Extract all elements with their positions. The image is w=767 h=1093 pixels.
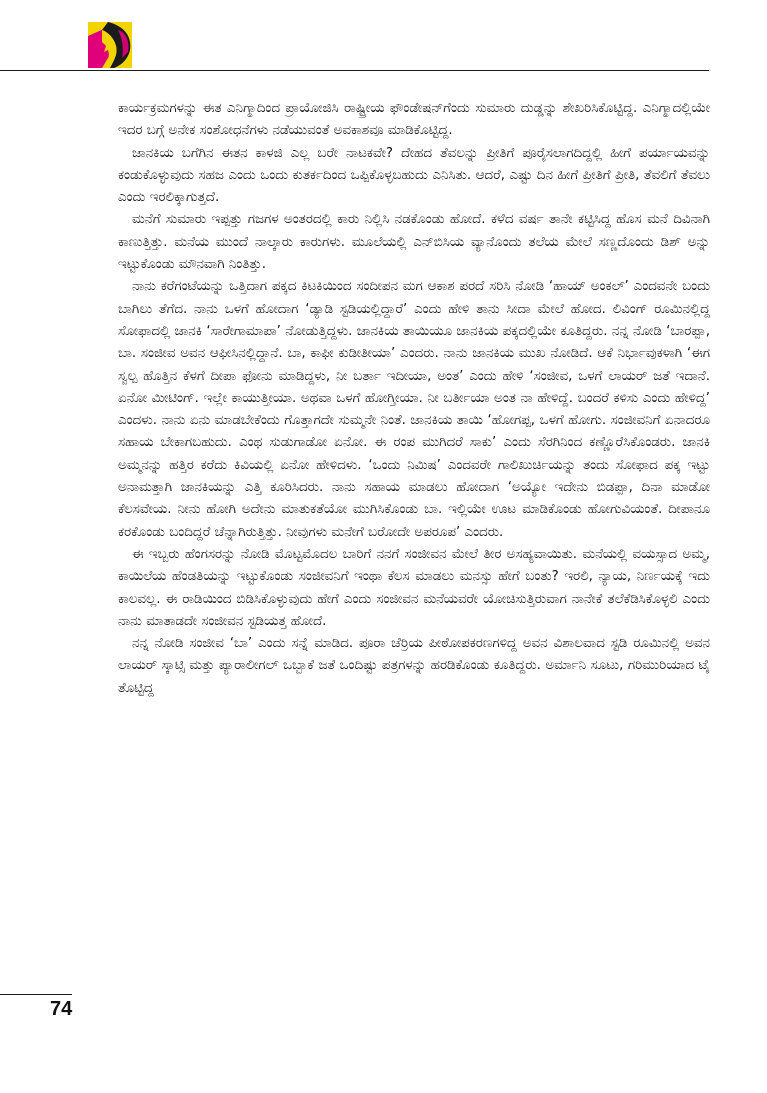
paragraph: ನನ್ನ ನೋಡಿ ಸಂಜೀವ ‘ಬಾ’ ಎಂದು ಸನ್ನೆ ಮಾಡಿದ. ಪೂರಾ ಚೆರ್‍ರಿಯ ಪೀಠೋಪಕರಣಗಳಿದ್ದ ಅವನ ವಿಶಾಲವಾದ ಸ್ಟಡಿ ರೂಮಿನಲ್ಲಿ ಅವನ ಲಾಯರ್ ಸ್ಕಾಟ್ಸಿ ಮತ್ತು ಪ್ಯಾರಾಲೀಗಲ್ ಒಬ್ಬಾಕೆ ಜತೆ ಒಂದಿಷ್ಟು ಪತ್ರಗಳನ್ನು ಹರಡಿಕೊಂಡು ಕೂತಿದ್ದರು. ಅರ್ಮಾನಿ ಸೂಟು, ಗರಿಮುರಿಯಾದ ಟೈ ತೊಟ್ಟಿದ್ದ bbox=[118, 636, 710, 696]
paragraph: ಮನೆಗೆ ಸುಮಾರು ಇಪ್ಪತ್ತು ಗಜಗಳ ಅಂತರದಲ್ಲಿ ಕಾರು ನಿಲ್ಲಿಸಿ ನಡಕೊಂಡು ಹೋದೆ. ಕಳೆದ ವರ್ಷ ತಾನೇ ಕಟ್ಟಿಸಿದ್ದ ಹೊಸ ಮನೆ ದಿವಿನಾಗಿ ಕಾಣುತ್ತಿತ್ತು. ಮನೆಯ ಮುಂದೆ ನಾಲ್ಕಾರು ಕಾರುಗಳು. ಮೂಲೆಯಲ್ಲಿ ಎನ್‌ಬಿಸಿಯ ವ್ಯಾನೊಂದು ತಲೆಯ ಮೇಲೆ ಸಣ್ಣದೊಂದು ಡಿಶ್ ಅನ್ನು ಇಟ್ಟುಕೊಂಡು ಮೌನವಾಗಿ ನಿಂತಿತ್ತು. bbox=[118, 212, 710, 273]
body-text bbox=[118, 98, 710, 700]
paragraph: ನಾನು ಕರೆಗಂಟೆಯನ್ನು ಒತ್ತಿದಾಗ ಪಕ್ಕದ ಕಿಟಕಿಯಿಂದ ಸಂದೀಪನ ಮಗ ಆಕಾಶ ಪರದೆ ಸರಿಸಿ ನೋಡಿ ‘ಹಾಯ್ ಅಂಕಲ್’ ಎಂದವನೇ ಬಂದು ಬಾಗಿಲು ತೆಗೆದ. ನಾನು ಒಳಗೆ ಹೋದಾಗ ‘ಡ್ಯಾಡಿ ಸ್ಟಡಿಯಲ್ಲಿದ್ದಾರೆ’ ಎಂದು ಹೇಳಿ ತಾನು ಸೀದಾ ಮೇಲೆ ಹೋದ. ಲಿವಿಂಗ್ ರೂಮಿನಲ್ಲಿದ್ದ ಸೋಫಾದಲ್ಲಿ ಜಾನಕಿ ‘ಸಾರೇಗಾಮಾಪಾ’ ನೋಡುತ್ತಿದ್ದಳು. ಜಾನಕಿಯ ತಾಯಿಯೂ ಜಾನಕಿಯ ಪಕ್ಕದಲ್ಲಿಯೇ ಕೂತಿದ್ದರು. ನನ್ನ ನೋಡಿ ‘ಬಾರಪ್ಪಾ, ಬಾ. ಸಂಜೀವ ಅವನ ಆಫೀಸಿನಲ್ಲಿದ್ದಾನೆ. ಬಾ, ಕಾಫೀ ಕುಡೀತೀಯಾ’ ಎಂದರು. ನಾನು ಜಾನಕಿಯ ಮುಖ ನೋಡಿದೆ. ಆಕೆ ನಿರ್ಭಾವುಕಳಾಗಿ ‘ಈಗ ಸ್ವಲ್ಪ ಹೊತ್ತಿನ ಕೆಳಗೆ ದೀಪಾ ಫೋನು ಮಾಡಿದ್ದಳು, ನೀ ಬರ್ತಾ ಇದೀಯಾ, ಅಂತ’ ಎಂದು ಹೇಳಿ ‘ಸಂಜೀವ, ಒಳಗೆ ಲಾಯರ್ ಜತೆ ಇದಾನೆ. ಏನೋ ಮೀಟಿಂಗ್. ಇಲ್ಲೇ ಕಾಯುತ್ತೀಯಾ. ಅಥವಾ ಒಳಗೆ ಹೋಗ್ತೀಯಾ. ನೀ ಬರ್ತೀಯಾ ಅಂತ ನಾ ಹೇಳಿದ್ದೆ. ಬಂದರೆ ಕಳಿಸು ಎಂದು ಹೇಳಿದ್ದ’ ಎಂದಳು. ನಾನು ಏನು ಮಾಡಬೇಕೆಂದು ಗೊತ್ತಾಗದೇ ಸುಮ್ಮನೇ ನಿಂತೆ. ಜಾನಕಿಯ ತಾಯಿ ‘ಹೋಗಪ್ಪ, ಒಳಗೆ ಹೋಗು. ಸಂಜೀವನಿಗೆ ಏನಾದರೂ ಸಹಾಯ ಬೇಕಾಗಬಹುದು. ಎಂಥ ಸುಡುಗಾಡೋ ಏನೋ. ಈ ರಂಪ ಮುಗಿದರೆ ಸಾಕು’ ಎಂದು ಸೆರಗಿನಿಂದ ಕಣ್ಣೊರೆಸಿಕೊಂಡರು. ಜಾನಕಿ ಅಮ್ಮನನ್ನು ಹತ್ತಿರ ಕರೆದು ಕಿವಿಯಲ್ಲಿ ಏನೋ ಹೇಳಿದಳು. ‘ಒಂದು ನಿಮಿಷ’ ಎಂದವರೇ ಗಾಲಿಖುರ್ಚಿಯನ್ನು ತಂದು ಸೋಫಾದ ಪಕ್ಕ ಇಟ್ಟು ಅನಾಮತ್ತಾಗಿ ಜಾನಕಿಯನ್ನು ಎತ್ತಿ ಕೂರಿಸಿದರು. ನಾನು ಸಹಾಯ ಮಾಡಲು ಹೋದಾಗ ‘ಅಯ್ಯೋ ಇದೇನು ಬಿಡಪ್ಪಾ, ದಿನಾ ಮಾಡೋ ಕೆಲಸವೇಯ. ನೀನು ಹೋಗಿ ಅದೇನು ಮಾತುಕತೆಯೋ ಮುಗಿಸಿಕೊಂಡು ಬಾ. ಇಲ್ಲಿಯೇ ಊಟ ಮಾಡಿಕೊಂಡು ಹೋಗುವಿಯಂತೆ. ದೀಪಾನೂ ಕರಕೊಂಡು ಬಂದಿದ್ದರೆ ಚೆನ್ನಾಗಿರುತ್ತಿತ್ತು. ನೀವುಗಳು ಮನೇಗೆ ಬರೋದೇ ಅಪರೂಪ’ ಎಂದರು. bbox=[118, 279, 710, 540]
paragraph: ಜಾನಕಿಯ ಬಗೆಗಿನ ಈತನ ಕಾಳಜಿ ಎಲ್ಲ ಬರೇ ನಾಟಕವೇ? ದೇಹದ ತೆವಲನ್ನು ಪ್ರೀತಿಗೆ ಪೂರೈಸಲಾಗದಿದ್ದಲ್ಲಿ ಹೀಗೆ ಪರ್ಯಾಯವನ್ನು ಕಂಡುಕೊಳ್ಳುವುದು ಸಹಜ ಎಂದು ಒಂದು ಕುತರ್ಕದಿಂದ ಒಪ್ಪಿಕೊಳ್ಳಬಹುದು ಎನಿಸಿತು. ಆದರೆ, ಎಷ್ಟು ದಿನ ಹೀಗೆ ಪ್ರೀತಿಗೆ ಪ್ರೀತಿ, ತೆವಲಿಗೆ ತೆವಲು ಎಂದು ಇರಲಿಕ್ಕಾಗುತ್ತದೆ. bbox=[118, 145, 710, 206]
footer-rule bbox=[0, 994, 72, 995]
page-number: 74 bbox=[50, 998, 73, 1020]
face-profile-illustration-icon bbox=[88, 22, 132, 68]
paragraph: ಕಾರ್ಯಕ್ರಮಗಳನ್ನು ಈತ ಎನಿಗ್ಮಾದಿಂದ ಪ್ರಾಯೋಜಿಸಿ ರಾಷ್ಟ್ರೀಯ ಫೌಂಡೇಷನ್‌ಗೆಂದು ಸುಮಾರು ದುಡ್ಡನ್ನು ಶೇಖರಿಸಿಕೊಟ್ಟಿದ್ದ. ಎನಿಗ್ಮಾದಲ್ಲಿಯೇ ಇದರ ಬಗ್ಗೆ ಅನೇಕ ಸಂಶೋಧನೆಗಳು ನಡೆಯುವಂತೆ ಅವಕಾಶವೂ ಮಾಡಿಕೊಟ್ಟಿದ್ದ. bbox=[118, 101, 710, 139]
paragraph: ಈ ಇಬ್ಬರು ಹೆಂಗಸರನ್ನು ನೋಡಿ ಮೊಟ್ಟಮೊದಲ ಬಾರಿಗೆ ನನಗೆ ಸಂಜೀವನ ಮೇಲೆ ತೀರ ಅಸಹ್ಯವಾಯಿತು. ಮನೆಯಲ್ಲಿ ವಯಸ್ಸಾದ ಅಮ್ಮ, ಕಾಯಿಲೆಯ ಹೆಂಡತಿಯನ್ನು ಇಟ್ಟುಕೊಂಡು ಸಂಜೀವನಿಗೆ ಇಂಥಾ ಕೆಲಸ ಮಾಡಲು ಮನಸ್ಸು ಹೇಗೆ ಬಂತು? ಇರಲಿ, ನ್ಯಾಯ, ನಿರ್ಣಯಕ್ಕೆ ಇದು ಕಾಲವಲ್ಲ. ಈ ರಾಡಿಯಿಂದ ಬಿಡಿಸಿಕೊಳ್ಳುವುದು ಹೇಗೆ ಎಂದು ಸಂಜೀವನ ಮನೆಯವರೇ ಯೋಚಿಸುತ್ತಿರುವಾಗ ನಾನೇಕೆ ತಲೆಕೆಡಿಸಿಕೊಳ್ಳಲಿ ಎಂದು ನಾನು ಮಾತಾಡದೇ ಸಂಜೀವನ ಸ್ಟಡಿಯತ್ತ ಹೋದೆ. bbox=[118, 546, 710, 629]
header-rule bbox=[0, 70, 709, 71]
